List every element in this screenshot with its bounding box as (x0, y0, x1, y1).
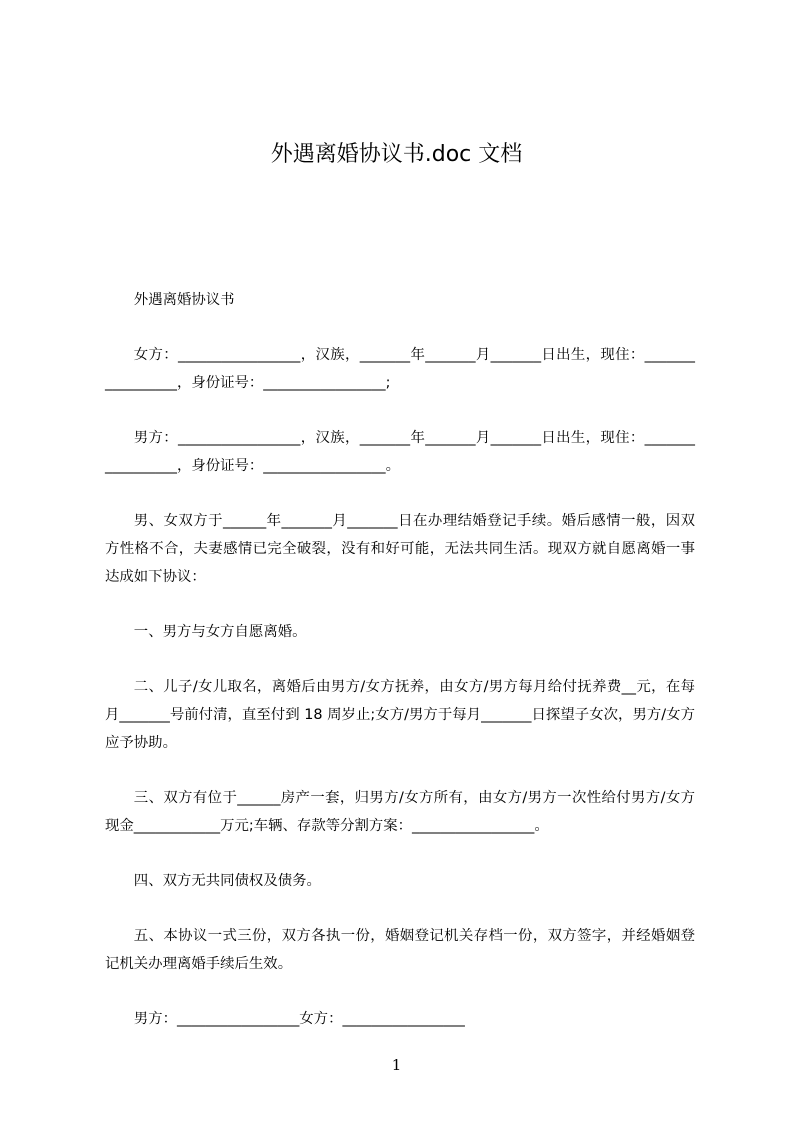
clause-3-paragraph: 三、双方有位于______房产一套，归男方/女方所有，由女方/男方一次性给付男方/女方现金____________万元;车辆、存款等分割方案：_________________。 (105, 790, 695, 834)
clause-1-paragraph: 一、男方与女方自愿离婚。 (133, 624, 307, 640)
clause-5-paragraph: 五、本协议一式三份，双方各执一份，婚姻登记机关存档一份，双方签字，并经婚姻登记机关办理离婚手续后生效。 (105, 928, 695, 972)
document-title: 外遇离婚协议书.doc 文档 (270, 142, 523, 167)
clause-2-paragraph: 二、儿子/女儿取名，离婚后由男方/女方抚养，由女方/男方每月给付抚养费__元，在每月_______号前付清，直至付到 18 周岁止;女方/男方于每月_______日探望子女次，男方/女方应予协助。 (105, 679, 695, 751)
marriage-background-paragraph: 男、女双方于______年_______月_______日在办理结婚登记手续。婚后感情一般，因双方性格不合，夫妻感情已完全破裂，没有和好可能，无法共同生活。现双方就自愿离婚一事达成如下协议： (105, 513, 695, 585)
wife-info-paragraph: 女方：_________________，汉族，_______年_______月_______日出生，现住：_________________，身份证号：_________________; (105, 347, 695, 391)
signature-line: 男方：_________________女方：_________________ (133, 1011, 465, 1027)
husband-info-paragraph: 男方：_________________，汉族，_______年_______月_______日出生，现住：_________________，身份证号：_________________。 (105, 430, 695, 474)
clause-4-paragraph: 四、双方无共同债权及债务。 (133, 873, 321, 889)
page-number: 1 (391, 1056, 402, 1074)
agreement-heading: 外遇离婚协议书 (133, 292, 235, 308)
document-body (105, 286, 695, 1060)
